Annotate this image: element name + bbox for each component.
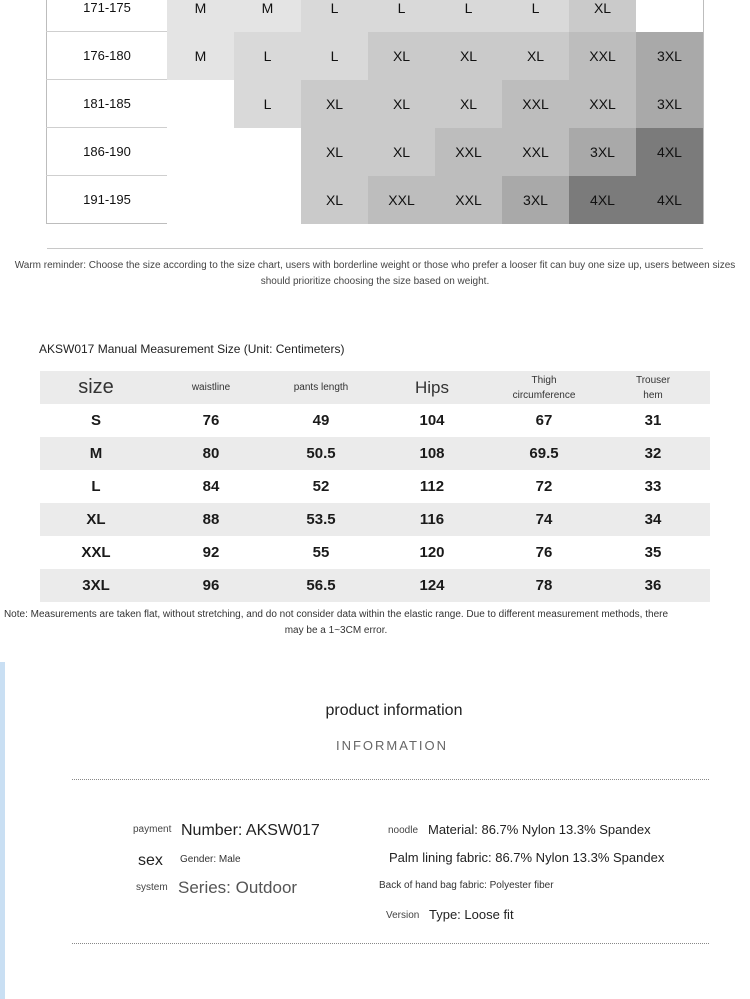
- size-label: XXL: [81, 544, 111, 561]
- size-cell: L: [234, 80, 301, 128]
- size-label: 3XL: [82, 577, 110, 594]
- measurement-value: 34: [644, 511, 662, 528]
- size-cell: [167, 128, 234, 176]
- measurement-row: [40, 503, 710, 536]
- size-cell: XL: [435, 32, 502, 80]
- size-cell: 3XL: [636, 32, 704, 80]
- measurement-value: 84: [202, 478, 220, 495]
- size-chart-row: [47, 128, 704, 176]
- measurement-header-row: [40, 371, 710, 404]
- size-cell: M: [234, 0, 301, 32]
- warm-reminder: Warm reminder: Choose the size according to the size chart, users with borderline weight or those who prefer a looser fit can buy one size up, users between sizes should prioritize choosing the size based on weight.: [14, 260, 736, 287]
- measurement-value: 53.5: [306, 511, 336, 528]
- size-label: M: [89, 445, 103, 462]
- product-back-fabric: Back of hand bag fabric: Polyester fiber: [379, 880, 554, 891]
- measurement-table: [40, 371, 710, 602]
- size-cell: XL: [301, 128, 368, 176]
- size-chart-row: [47, 176, 704, 224]
- size-cell: L: [435, 0, 502, 32]
- measurement-title: AKSW017 Manual Measurement Size (Unit: Centimeters): [39, 342, 345, 356]
- size-cell: 3XL: [502, 176, 569, 224]
- size-cell: XXL: [368, 176, 435, 224]
- size-cell: 3XL: [636, 80, 704, 128]
- measurement-value: 124: [419, 577, 445, 594]
- height-range-label: 186-190: [47, 128, 168, 176]
- size-cell: XL: [569, 0, 636, 32]
- size-cell: [234, 128, 301, 176]
- tag-payment: payment: [133, 824, 172, 835]
- size-cell: M: [167, 32, 234, 80]
- size-cell: XL: [368, 32, 435, 80]
- size-cell: 4XL: [636, 176, 704, 224]
- size-cell: L: [301, 32, 368, 80]
- size-chart-table: [46, 0, 704, 224]
- measurement-row: [40, 536, 710, 569]
- height-range-label: 181-185: [47, 80, 168, 128]
- header-size: size: [78, 376, 114, 398]
- measurement-value: 32: [644, 445, 662, 462]
- size-cell: L: [502, 0, 569, 32]
- section-subtitle: INFORMATION: [335, 738, 449, 753]
- height-range-label: 191-195: [47, 176, 168, 224]
- size-cell: [167, 176, 234, 224]
- measurement-value: 78: [535, 577, 553, 594]
- size-chart-row: [47, 0, 704, 32]
- measurement-value: 74: [535, 511, 553, 528]
- measurement-row: [40, 470, 710, 503]
- tag-version: Version: [386, 910, 420, 921]
- measurement-value: 52: [312, 478, 330, 495]
- size-cell: XL: [435, 80, 502, 128]
- measurement-value: 72: [535, 478, 553, 495]
- product-palm-lining: Palm lining fabric: 86.7% Nylon 13.3% Spandex: [389, 850, 665, 865]
- measurement-value: 56.5: [306, 577, 336, 594]
- measurement-value: 88: [202, 511, 220, 528]
- dotted-divider: [72, 943, 709, 944]
- measurement-row: [40, 404, 710, 437]
- measurement-value: 116: [419, 511, 445, 528]
- size-cell: [234, 176, 301, 224]
- size-cell: 3XL: [569, 128, 636, 176]
- size-chart-row: [47, 32, 704, 80]
- measurement-value: 69.5: [529, 445, 559, 462]
- size-chart-row: [47, 80, 704, 128]
- tag-noodle: noodle: [388, 825, 419, 836]
- header-hips: Hips: [414, 377, 449, 397]
- product-material: Material: 86.7% Nylon 13.3% Spandex: [428, 822, 651, 837]
- product-number: Number: AKSW017: [181, 822, 320, 839]
- size-cell: L: [301, 0, 368, 32]
- height-range-label: 176-180: [47, 32, 168, 80]
- section-title: product information: [325, 702, 463, 719]
- measurement-value: 92: [202, 544, 220, 561]
- size-cell: [636, 0, 704, 32]
- size-cell: XXL: [435, 128, 502, 176]
- size-cell: L: [234, 32, 301, 80]
- size-cell: XXL: [569, 32, 636, 80]
- measurement-value: 33: [644, 478, 662, 495]
- size-label: S: [90, 412, 101, 429]
- size-cell: XL: [502, 32, 569, 80]
- measurement-value: 35: [644, 544, 662, 561]
- size-cell: XL: [368, 80, 435, 128]
- size-label: XL: [86, 511, 106, 528]
- size-cell: XL: [301, 176, 368, 224]
- product-type: Type: Loose fit: [429, 907, 514, 922]
- height-range-label: 171-175: [47, 0, 168, 32]
- measurement-value: 80: [202, 445, 220, 462]
- measurement-row: [40, 437, 710, 470]
- measurement-row: [40, 569, 710, 602]
- size-cell: L: [368, 0, 435, 32]
- measurement-value: 76: [535, 544, 553, 561]
- divider: [47, 248, 703, 249]
- product-gender: Gender: Male: [180, 854, 241, 865]
- size-cell: 4XL: [636, 128, 704, 176]
- measurement-value: 112: [419, 478, 445, 495]
- measurement-value: 104: [419, 412, 445, 429]
- measurement-value: 96: [202, 577, 220, 594]
- measurement-value: 36: [644, 577, 662, 594]
- dotted-divider: [72, 779, 709, 780]
- measurement-value: 67: [535, 412, 553, 429]
- measurement-value: 120: [419, 544, 445, 561]
- size-cell: XXL: [569, 80, 636, 128]
- tag-system: system: [136, 882, 168, 893]
- size-cell: XL: [301, 80, 368, 128]
- measurement-value: 55: [312, 544, 330, 561]
- measurement-value: 31: [644, 412, 662, 429]
- size-cell: XXL: [435, 176, 502, 224]
- header-pants-length: pants length: [293, 382, 349, 393]
- size-cell: M: [167, 0, 234, 32]
- size-label: L: [91, 478, 101, 495]
- measurement-value: 49: [312, 412, 330, 429]
- header-thigh: Thigh circumference: [512, 374, 576, 401]
- size-cell: XXL: [502, 80, 569, 128]
- measurement-note: Note: Measurements are taken flat, without stretching, and do not consider data within the elastic range. Due to different measurement methods, there may be a 1~3CM error.: [3, 609, 669, 636]
- header-trouser-hem: Trouser hem: [635, 374, 671, 401]
- product-series: Series: Outdoor: [178, 878, 298, 897]
- header-waistline: waistline: [191, 382, 231, 393]
- measurement-value: 108: [419, 445, 445, 462]
- size-cell: 4XL: [569, 176, 636, 224]
- size-cell: XL: [368, 128, 435, 176]
- size-cell: XXL: [502, 128, 569, 176]
- tag-sex: sex: [138, 852, 163, 869]
- measurement-value: 50.5: [306, 445, 336, 462]
- size-cell: [167, 80, 234, 128]
- measurement-value: 76: [202, 412, 220, 429]
